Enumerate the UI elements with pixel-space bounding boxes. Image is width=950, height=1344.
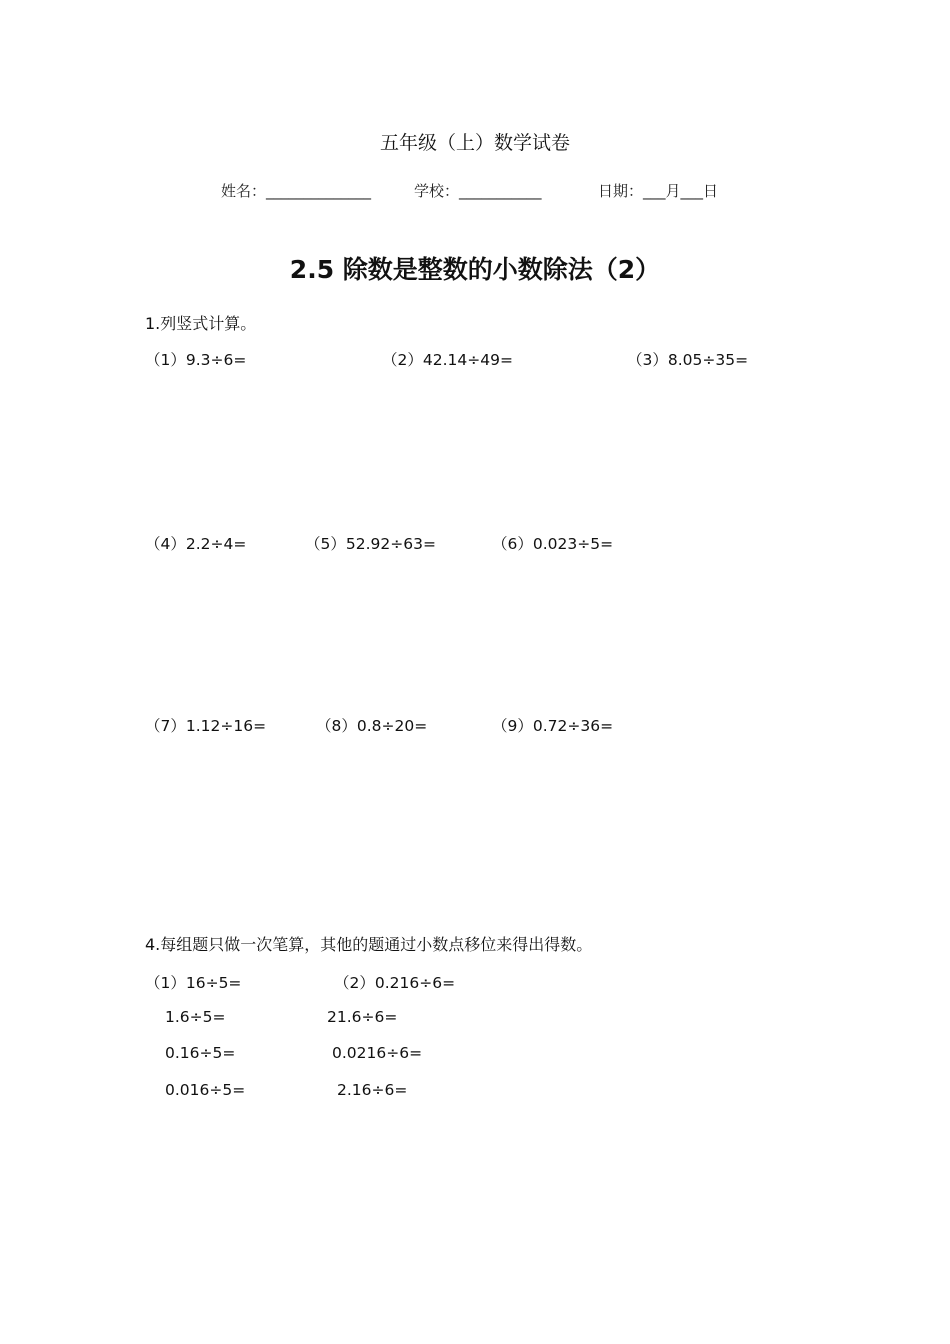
name-field: 姓名：______________ — [221, 182, 372, 200]
exam-title: 五年级（上）数学试卷 — [379, 132, 570, 154]
section4-prompt: 4.每组题只做一次笔算，其他的题通过小数点移位来得出得数。 — [145, 935, 593, 954]
date-field: 日期：___月___日 — [598, 182, 719, 200]
problem-3: （3）8.05÷35= — [627, 351, 749, 369]
problem-9: （9）0.72÷36= — [492, 717, 614, 735]
group1-item-3: 0.16÷5= — [165, 1044, 236, 1062]
section1-prompt: 1.列竖式计算。 — [145, 314, 257, 333]
group1-item-2: 1.6÷5= — [165, 1008, 226, 1026]
group1-item-4: 0.016÷5= — [165, 1081, 246, 1099]
problem-4: （4）2.2÷4= — [145, 535, 247, 553]
group2-item-3: 0.0216÷6= — [332, 1044, 423, 1062]
lesson-title: 2.5 除数是整数的小数除法（2） — [289, 255, 661, 284]
problem-8: （8）0.8÷20= — [316, 717, 428, 735]
group2-item-1: （2）0.216÷6= — [334, 974, 456, 992]
group1-item-1: （1）16÷5= — [145, 974, 242, 992]
problem-7: （7）1.12÷16= — [145, 717, 267, 735]
problem-1: （1）9.3÷6= — [145, 351, 247, 369]
problem-2: （2）42.14÷49= — [382, 351, 513, 369]
school-field: 学校：___________ — [414, 182, 542, 200]
group2-item-2: 21.6÷6= — [327, 1008, 398, 1026]
problem-5: （5）52.92÷63= — [305, 535, 436, 553]
problem-6: （6）0.023÷5= — [492, 535, 614, 553]
group2-item-4: 2.16÷6= — [337, 1081, 408, 1099]
